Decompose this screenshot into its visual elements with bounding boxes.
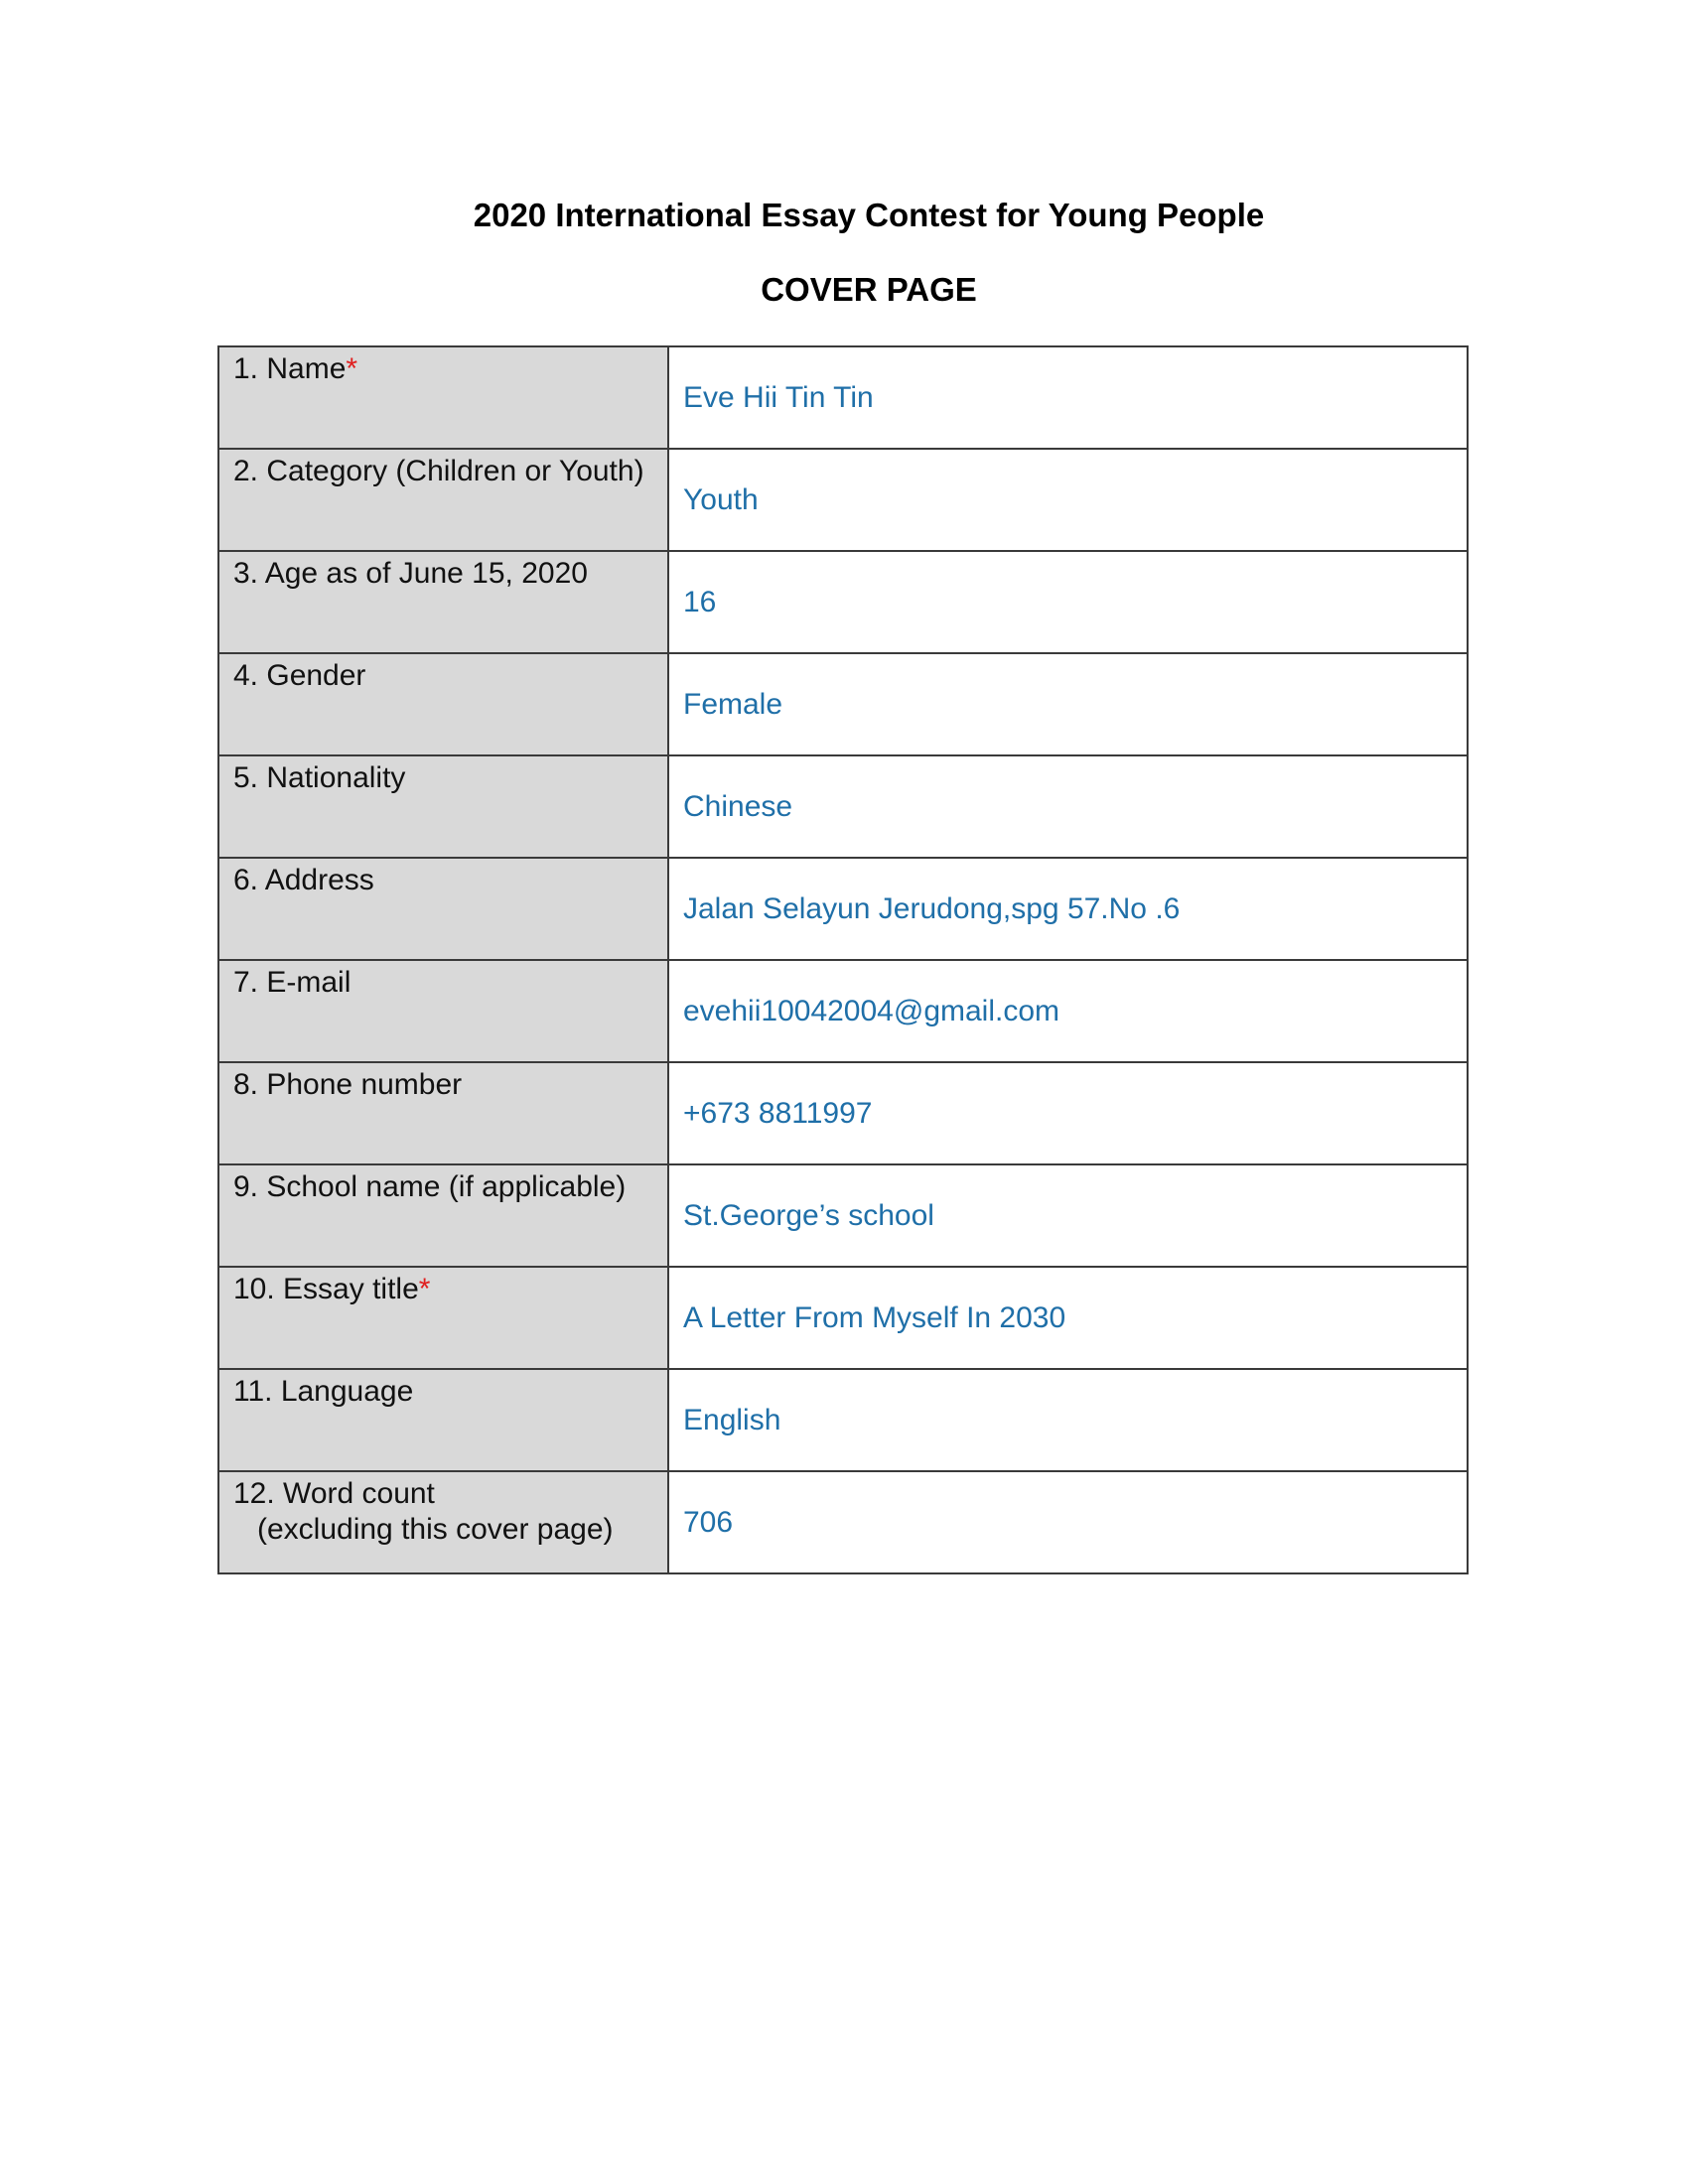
label-cell [218, 1062, 668, 1164]
email-value-cell[interactable] [668, 960, 1468, 1062]
document-title: 2020 International Essay Contest for Young People [473, 197, 1265, 233]
field-label: 1. Name [233, 352, 347, 385]
label-cell [218, 1471, 668, 1573]
form-row-email [218, 960, 1468, 1062]
label-cell [218, 551, 668, 653]
label-cell [218, 858, 668, 960]
label-cell [218, 755, 668, 858]
label-cell [218, 1267, 668, 1369]
field-value: St.George’s school [683, 1198, 934, 1232]
form-row-name [218, 346, 1468, 449]
form-row-gender [218, 653, 1468, 755]
phone-value-cell[interactable] [668, 1062, 1468, 1164]
field-value: 706 [683, 1505, 734, 1539]
field-value: English [683, 1403, 781, 1436]
category-value-cell[interactable] [668, 449, 1468, 551]
gender-value-cell[interactable] [668, 653, 1468, 755]
field-label: 9. School name (if applicable) [233, 1170, 627, 1203]
label-cell [218, 1164, 668, 1267]
field-value: +673 8811997 [683, 1096, 873, 1130]
essay-title-value-cell[interactable] [668, 1267, 1468, 1369]
field-label: 5. Nationality [233, 761, 406, 794]
school-value-cell[interactable] [668, 1164, 1468, 1267]
form-row-word-count [218, 1471, 1468, 1573]
field-label: 8. Phone number [233, 1068, 463, 1101]
word-count-value-cell[interactable] [668, 1471, 1468, 1573]
age-value-cell[interactable] [668, 551, 1468, 653]
field-value: Youth [683, 482, 759, 516]
required-asterisk: * [418, 1273, 431, 1305]
cover-page-form-table [217, 345, 1469, 1574]
label-cell [218, 449, 668, 551]
address-value-cell[interactable] [668, 858, 1468, 960]
field-label: 6. Address [233, 864, 374, 896]
field-value: Chinese [683, 789, 793, 823]
form-row-address [218, 858, 1468, 960]
field-value: evehii10042004@gmail.com [683, 994, 1060, 1027]
field-label: 10. Essay title [233, 1273, 419, 1305]
label-cell [218, 653, 668, 755]
field-label: 11. Language [233, 1375, 414, 1408]
field-label: 12. Word count [233, 1477, 435, 1510]
name-value-cell[interactable] [668, 346, 1468, 449]
field-label: 2. Category (Children or Youth) [233, 455, 644, 487]
language-value-cell[interactable] [668, 1369, 1468, 1471]
nationality-value-cell[interactable] [668, 755, 1468, 858]
field-value: 16 [683, 585, 717, 618]
required-asterisk: * [346, 352, 358, 385]
document-subtitle: COVER PAGE [761, 271, 977, 308]
field-label: 3. Age as of June 15, 2020 [233, 557, 588, 590]
label-cell [218, 346, 668, 449]
label-cell [218, 960, 668, 1062]
form-row-language [218, 1369, 1468, 1471]
form-row-school [218, 1164, 1468, 1267]
field-label: 7. E-mail [233, 966, 352, 999]
form-row-category [218, 449, 1468, 551]
field-value: Female [683, 687, 783, 721]
label-cell [218, 1369, 668, 1471]
field-value: Jalan Selayun Jerudong,spg 57.No .6 [683, 891, 1181, 925]
field-value: A Letter From Myself In 2030 [683, 1300, 1066, 1334]
form-row-age [218, 551, 1468, 653]
field-label-note: (excluding this cover page) [257, 1513, 614, 1546]
form-row-essay-title [218, 1267, 1468, 1369]
field-label: 4. Gender [233, 659, 366, 692]
form-row-nationality [218, 755, 1468, 858]
field-value: Eve Hii Tin Tin [683, 380, 874, 414]
form-row-phone [218, 1062, 1468, 1164]
